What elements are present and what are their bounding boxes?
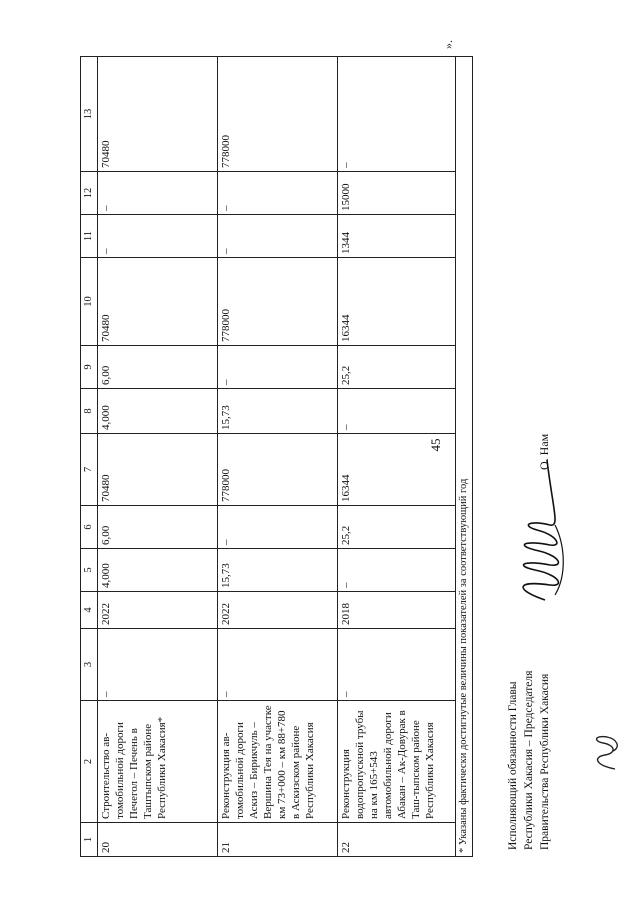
table-cell: – <box>218 346 338 389</box>
table-row <box>338 57 456 857</box>
table-cell: 20 <box>98 823 218 857</box>
column-header: 1 <box>81 823 98 857</box>
signer-name: О. Нам <box>537 433 551 470</box>
table-row <box>218 57 338 857</box>
table-cell: 778000 <box>218 434 338 506</box>
table-cell: – <box>338 549 456 592</box>
table-cell: 4,000 <box>98 389 218 434</box>
table-cell: 15000 <box>338 172 456 215</box>
column-header: 2 <box>81 701 98 823</box>
table-cell: 15,73 <box>218 549 338 592</box>
table-cell: 778000 <box>218 57 338 172</box>
table-cell: 2022 <box>218 592 338 629</box>
column-header: 12 <box>81 172 98 215</box>
handwritten-mark <box>585 727 625 777</box>
column-header: 5 <box>81 549 98 592</box>
page-number: 45 <box>428 438 443 452</box>
table-cell: Реконструкция ав-томобильной дороги Аскиз – Бирикчуль – Вершина Тея на участке км 73+000 – км 88+780 в Аскизском районе Республики Хакасия <box>218 701 338 823</box>
table-cell: 15,73 <box>218 389 338 434</box>
table-cell: 25,2 <box>338 506 456 549</box>
table-cell: – <box>98 172 218 215</box>
table-cell: 778000 <box>218 258 338 346</box>
column-header: 10 <box>81 258 98 346</box>
signatory-title-line: Республики Хакасия – Председателя <box>523 670 535 850</box>
signatory-title-line: Исполняющий обязанности Главы <box>507 681 519 850</box>
signatory-title-line: Правительства Республики Хакасия <box>539 673 551 850</box>
table-cell: 6,00 <box>98 346 218 389</box>
handwritten-signature <box>505 455 575 605</box>
signature-block <box>505 671 553 850</box>
column-header: 7 <box>81 434 98 506</box>
column-header: 13 <box>81 57 98 172</box>
table-cell: – <box>218 506 338 549</box>
table-header-row <box>81 57 98 857</box>
closing-quote: ». <box>441 40 455 49</box>
table-cell: 21 <box>218 823 338 857</box>
table-cell: Реконструкция водопропускной трубы на км 165+543 автомобильной дороги Абакан – Ак-Довурак в Таш-тыпском районе Республики Хакасия <box>338 701 456 823</box>
table-cell: – <box>218 629 338 701</box>
table-cell: 16344 <box>338 434 456 506</box>
table-cell: – <box>98 215 218 258</box>
table-cell: 70480 <box>98 57 218 172</box>
table-cell: – <box>218 172 338 215</box>
table-cell: 16344 <box>338 258 456 346</box>
column-header: 9 <box>81 346 98 389</box>
table-cell: 4,000 <box>98 549 218 592</box>
table-cell: – <box>98 629 218 701</box>
table-cell: 22 <box>338 823 456 857</box>
table-cell: – <box>338 629 456 701</box>
table-cell: Строительство ав-томобильной дороги Печегол – Печень в Таштыпском районе Республики Хакасия* <box>98 701 218 823</box>
column-header: 3 <box>81 629 98 701</box>
table-cell: 70480 <box>98 258 218 346</box>
table-cell: 70480 <box>98 434 218 506</box>
table-cell: 1344 <box>338 215 456 258</box>
footnote: * Указаны фактически достигнутые величины показателей за соответствующий год <box>456 57 473 857</box>
table-cell: – <box>338 389 456 434</box>
column-header: 11 <box>81 215 98 258</box>
data-table <box>80 56 473 857</box>
table-cell: 2018 <box>338 592 456 629</box>
table-footnote-row <box>456 57 473 857</box>
table-cell: – <box>218 215 338 258</box>
table-cell: – <box>338 57 456 172</box>
table-row <box>98 57 218 857</box>
column-header: 6 <box>81 506 98 549</box>
table-cell: 6,00 <box>98 506 218 549</box>
column-header: 8 <box>81 389 98 434</box>
table-cell: 2022 <box>98 592 218 629</box>
column-header: 4 <box>81 592 98 629</box>
table-cell: 25,2 <box>338 346 456 389</box>
